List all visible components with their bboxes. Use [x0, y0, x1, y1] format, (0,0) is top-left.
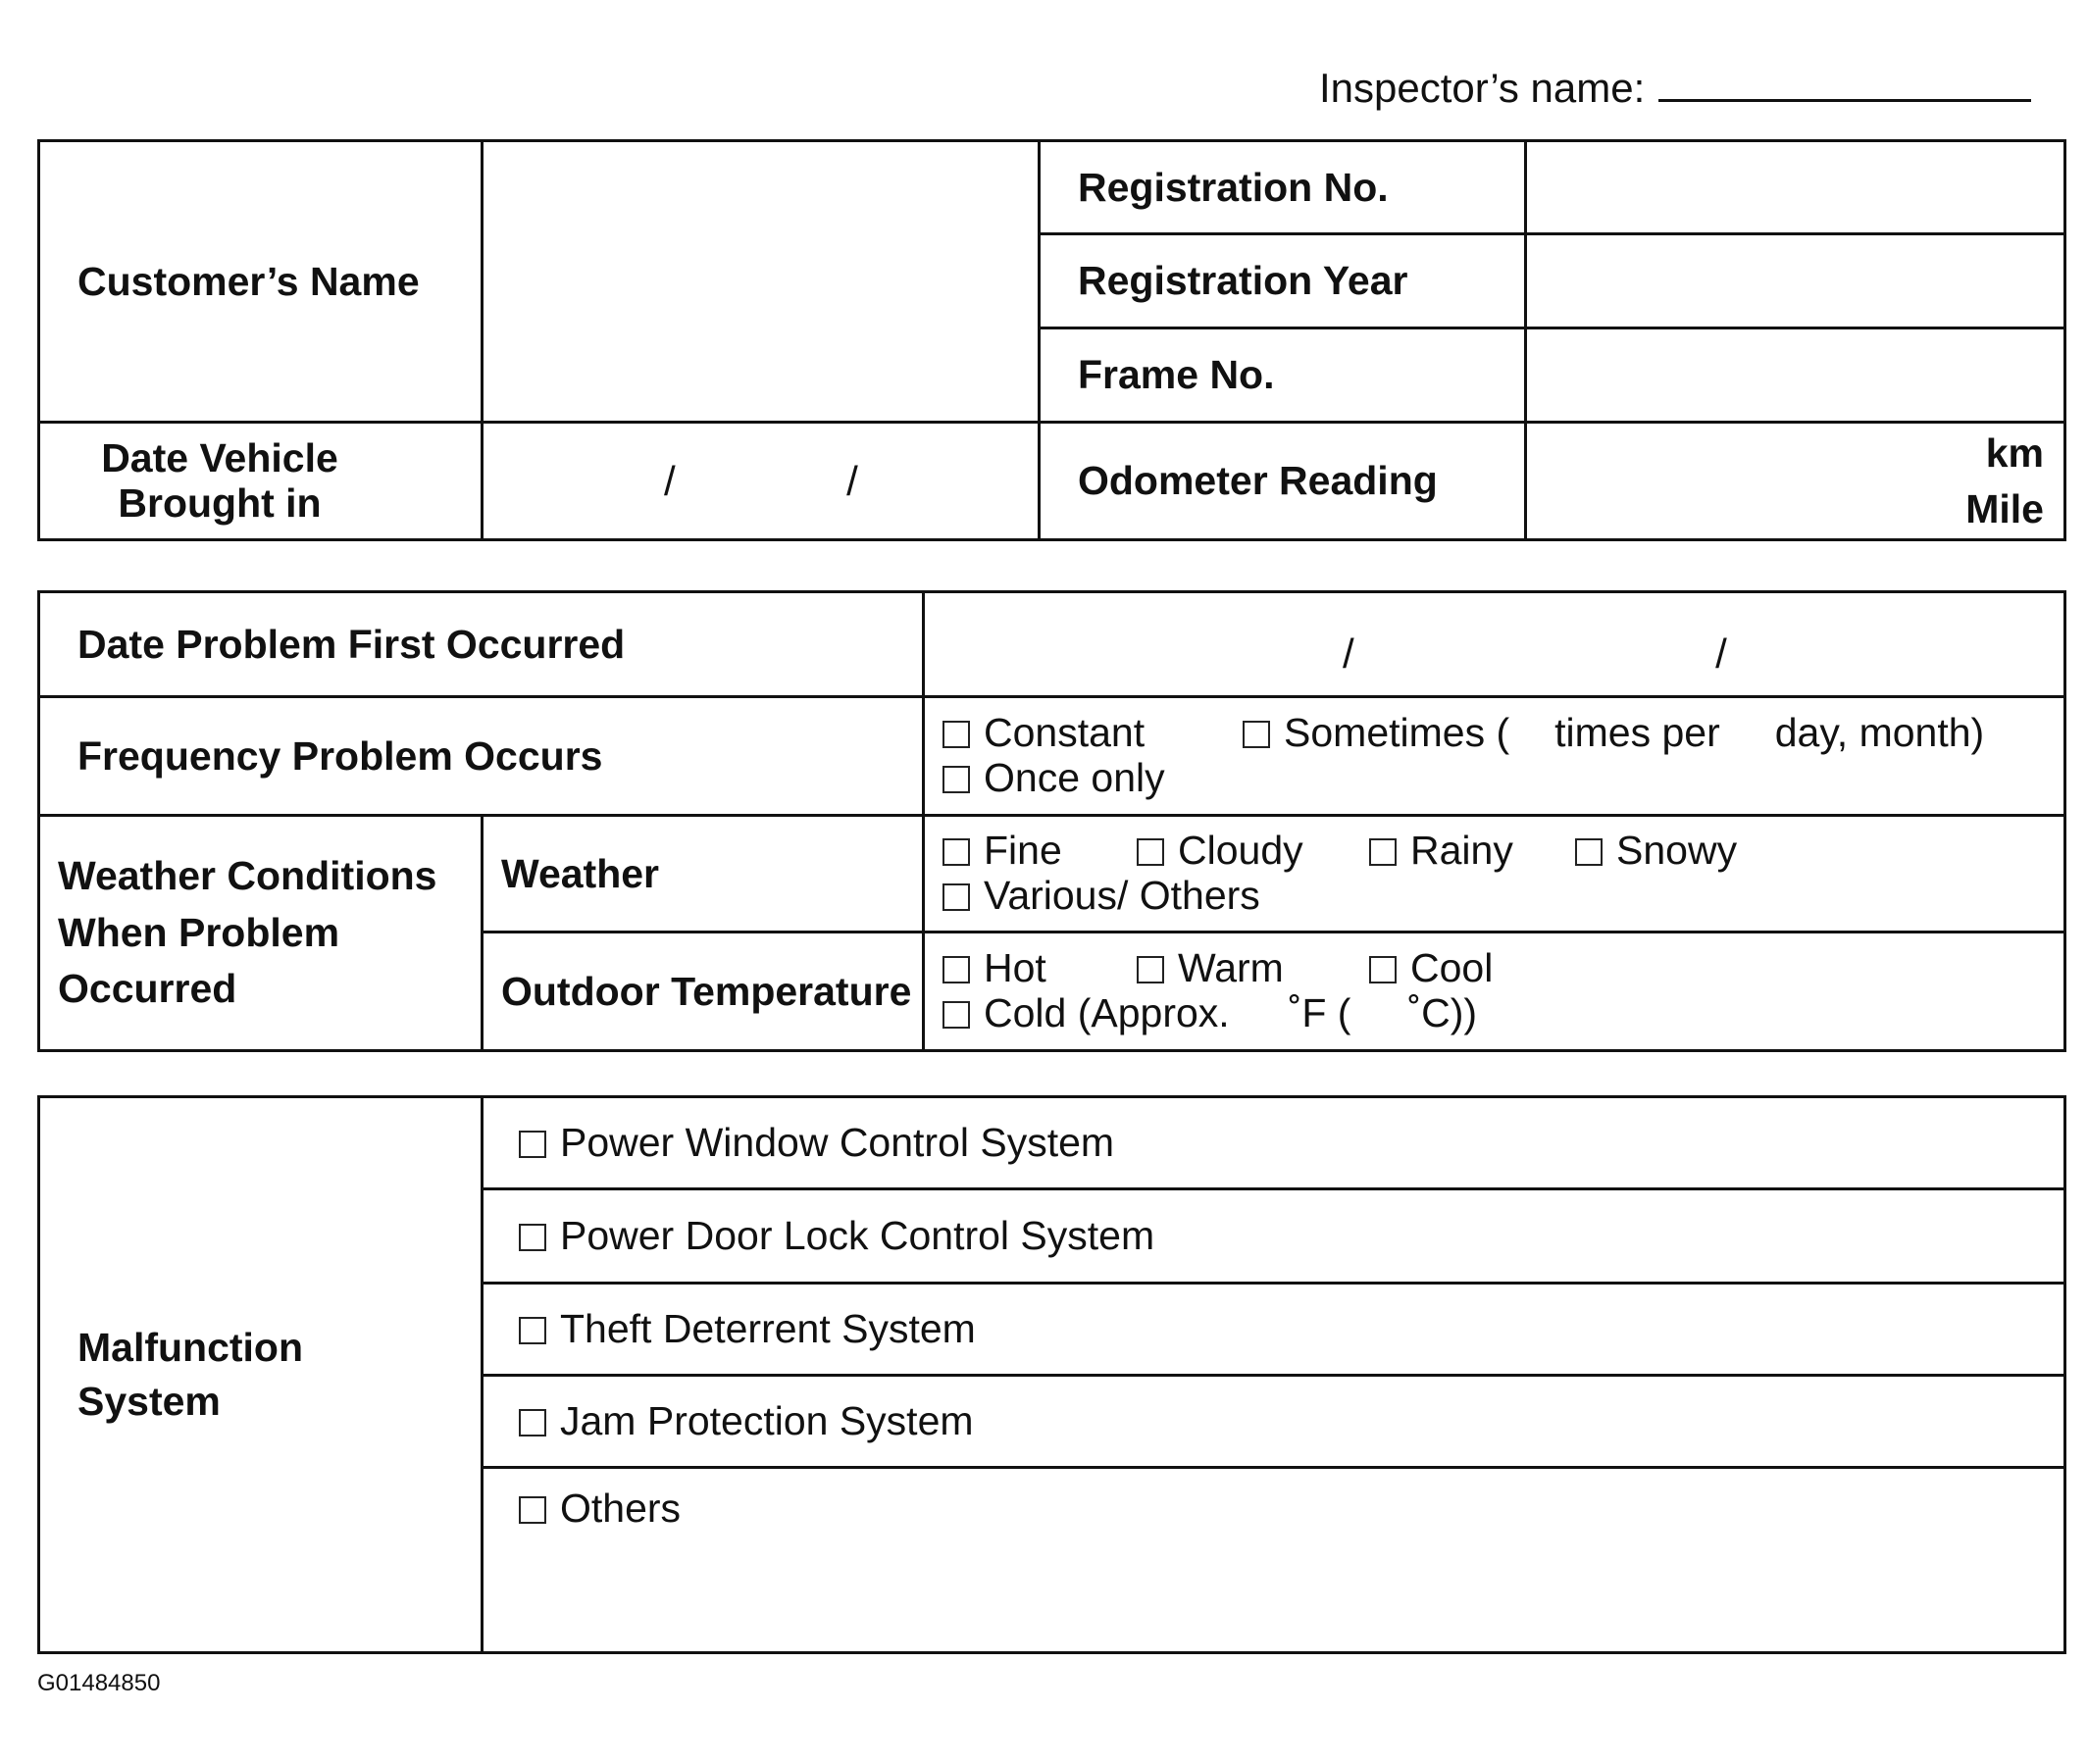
checkbox-icon — [942, 1001, 970, 1029]
weather-options — [924, 816, 2065, 932]
temp-option-hot[interactable]: Hot — [942, 946, 1137, 991]
registration-year-label: Registration Year — [1040, 234, 1526, 328]
checkbox-icon — [1137, 838, 1164, 866]
frequency-option-once-only[interactable]: Once only — [942, 756, 1165, 801]
frequency-option-constant[interactable]: Constant — [942, 711, 1243, 756]
weather-label: Weather — [483, 816, 924, 932]
customer-name-label: Customer’s Name — [39, 141, 483, 423]
checkbox-icon — [1137, 956, 1164, 983]
day-month-text: day, month) — [1774, 710, 1985, 756]
inspector-name-field — [1319, 65, 2031, 112]
weather-option-cloudy[interactable]: Cloudy — [1137, 829, 1369, 874]
times-per-text: times per — [1554, 710, 1720, 756]
checkbox-icon — [1369, 838, 1397, 866]
malfunction-option-power-window[interactable]: Power Window Control System — [483, 1097, 2065, 1189]
inspector-name-label: Inspector’s name: — [1319, 65, 1646, 111]
odometer-unit-mile: Mile — [1965, 485, 2044, 531]
temp-option-cool[interactable]: Cool — [1369, 946, 1493, 991]
outdoor-temperature-label: Outdoor Temperature — [483, 932, 924, 1051]
checkbox-icon — [942, 883, 970, 911]
inspector-name-line[interactable] — [1658, 69, 2031, 102]
checkbox-icon — [942, 838, 970, 866]
weather-option-various-others[interactable]: Various/ Others — [942, 874, 1260, 919]
weather-option-fine[interactable]: Fine — [942, 829, 1137, 874]
malfunction-option-theft-deterrent[interactable]: Theft Deterrent System — [483, 1284, 2065, 1376]
date-separator: / — [1715, 630, 1727, 677]
checkbox-icon — [519, 1224, 546, 1251]
malfunction-option-others[interactable]: Others — [483, 1468, 2065, 1653]
date-separator: / — [664, 457, 676, 504]
checkbox-icon — [942, 721, 970, 748]
checkbox-icon — [1369, 956, 1397, 983]
date-separator: / — [1343, 630, 1354, 677]
weather-option-rainy[interactable]: Rainy — [1369, 829, 1575, 874]
registration-no-label: Registration No. — [1040, 141, 1526, 234]
date-first-occurred-label: Date Problem First Occurred — [39, 592, 924, 697]
celsius-text: ˚C)) — [1407, 990, 1478, 1035]
odometer-unit-km: km — [1985, 429, 2044, 476]
frame-no-label: Frame No. — [1040, 328, 1526, 423]
odometer-label: Odometer Reading — [1040, 423, 1526, 540]
weather-conditions-label: Weather Conditions When Problem Occurred — [39, 816, 483, 1051]
malfunction-option-jam-protection[interactable]: Jam Protection System — [483, 1376, 2065, 1468]
malfunction-system-label: Malfunction System — [39, 1097, 483, 1653]
frequency-option-sometimes[interactable]: Sometimes ( — [1243, 711, 1509, 756]
date-brought-in-label: Date Vehicle Brought in — [39, 423, 483, 540]
registration-year-field[interactable] — [1526, 234, 2065, 328]
frame-no-field[interactable] — [1526, 328, 2065, 423]
malfunction-option-power-door-lock[interactable]: Power Door Lock Control System — [483, 1189, 2065, 1284]
weather-option-snowy[interactable]: Snowy — [1575, 829, 1737, 874]
frequency-options — [924, 697, 2065, 816]
problem-conditions-table — [37, 590, 2066, 1052]
odometer-field[interactable] — [1526, 423, 2065, 540]
registration-no-field[interactable] — [1526, 141, 2065, 234]
figure-code: G01484850 — [37, 1670, 161, 1696]
temperature-options — [924, 932, 2065, 1051]
malfunction-table — [37, 1095, 2066, 1654]
temp-option-cold[interactable]: Cold (Approx. — [942, 991, 1230, 1036]
customer-name-field[interactable] — [483, 141, 1040, 423]
checkbox-icon — [942, 956, 970, 983]
date-first-occurred-field[interactable] — [924, 592, 2065, 697]
frequency-label: Frequency Problem Occurs — [39, 697, 924, 816]
vehicle-info-table — [37, 139, 2066, 541]
checkbox-icon — [519, 1131, 546, 1158]
fahrenheit-text: ˚F ( — [1288, 990, 1351, 1035]
checkbox-icon — [519, 1409, 546, 1436]
date-separator: / — [846, 457, 858, 504]
checkbox-icon — [519, 1496, 546, 1524]
checkbox-icon — [1243, 721, 1270, 748]
checkbox-icon — [519, 1317, 546, 1344]
temp-option-warm[interactable]: Warm — [1137, 946, 1369, 991]
checkbox-icon — [942, 766, 970, 793]
date-brought-in-field[interactable] — [483, 423, 1040, 540]
checkbox-icon — [1575, 838, 1603, 866]
